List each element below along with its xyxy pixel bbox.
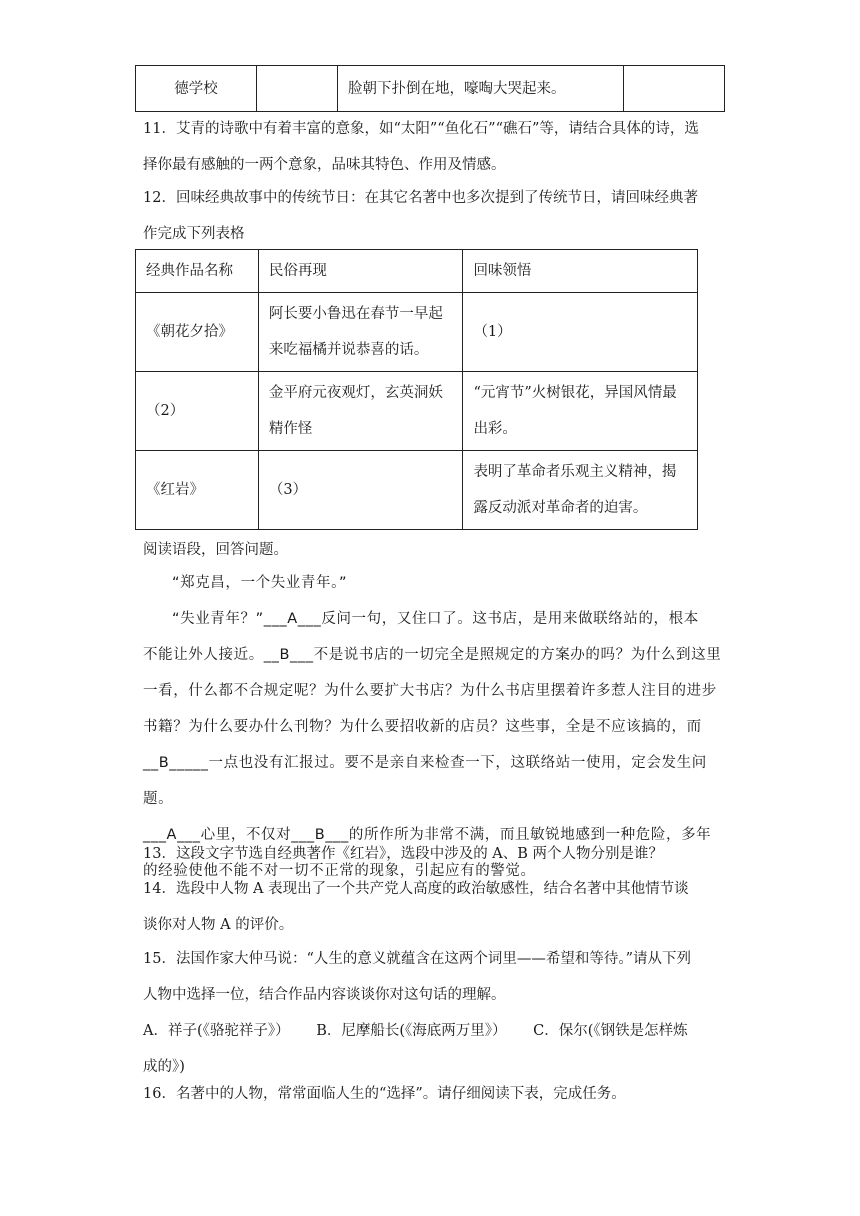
custom-cell: 金平府元夜观灯，玄英洞妖 精作怪 [258,372,463,451]
custom-cell: （3） [258,451,463,530]
table-row [136,66,725,112]
table-cell [624,66,725,112]
table-row [136,451,698,530]
work-cell: 《红岩》 [136,451,259,530]
reading-passage-line: “郑克昌，一个失业青年。” [172,575,348,591]
column-header: 经典作品名称 [136,250,259,293]
question-11: 11．艾青的诗歌中有着丰富的意象，如“太阳”“鱼化石”“礁石”等，请结合具体的诗，选 择你最有感触的一两个意象，品味其特色、作用及情感。 [143,121,699,173]
options-row [143,1013,723,1049]
question-12: 12．回味经典故事中的传统节日：在其它名著中也多次提到了传统节日，请回味经典著 作完成下列表格 [143,190,698,242]
table-cell: 脸朝下扑倒在地，嚎啕大哭起来。 [338,66,624,112]
option-c-continued: 成的》) [143,1059,185,1075]
work-cell: 《朝花夕拾》 [136,293,259,372]
insight-cell: 表明了革命者乐观主义精神，揭 露反动派对革命者的迫害。 [463,451,698,530]
table-cell: 德学校 [136,66,257,112]
insight-cell: “元宵节”火树银花，异国风情最 出彩。 [463,372,698,451]
option-b: B．尼摩船长(《海底两万里》） [316,1023,507,1039]
table-header-row [136,250,698,293]
option-c: C．保尔(《钢铁是怎样炼 [533,1023,688,1039]
question-14: 14．选段中人物 A 表现出了一个共产党人高度的政治敏感性，结合名著中其他情节谈 谈你对人物 A 的评价。 [143,881,689,933]
table-row [136,293,698,372]
festival-table [135,249,698,530]
character-table-tail [135,65,725,112]
question-13: 13．这段文字节选自经典著作《红岩》，选段中涉及的 A、B 两个人物分别是谁？ [143,846,664,862]
reading-passage: “失业青年？”___A___反问一句，又住口了。这书店，是用来做联络站的，根本 不能让外人接近。__B___不是说书店的一切完全是照规定的方案办的吗？为什么到这里 一看，什么都不合规定呢？为什么要扩大书店？为什么书店里摆着许多惹人注目的进步 书籍？为什么要办什么刊物？为什么要招收新的店员？这些事，全是不应该搞的，而 __B_____一点也没有汇报过。要不是亲自来检查一下，这联络站一使用，定会发生问题。 ___A___心里，不仅对___B___的所作所为非常不满，而且敏锐地感到一种危险，多年 的经验使他不能不对一切不正常的现象，引起应有的警觉。 [143,611,722,879]
insight-cell: （1） [463,293,698,372]
reading-intro: 阅读语段，回答问题。 [143,542,288,558]
question-15: 15．法国作家大仲马说：“人生的意义就蕴含在这两个词里——希望和等待。”请从下列 人物中选择一位，结合作品内容谈谈你对这句话的理解。 A．祥子(《骆驼祥子》） B．尼摩船长(《海底两万里》） C．保尔(《钢铁是怎样炼 成的》) [143,941,723,1085]
work-cell: （2） [136,372,259,451]
question-16: 16．名著中的人物，常常面临人生的“选择”。请仔细阅读下表，完成任务。 [143,1086,626,1102]
custom-cell: 阿长要小鲁迅在春节一早起 来吃福橘并说恭喜的话。 [258,293,463,372]
table-cell [257,66,338,112]
table-row [136,372,698,451]
column-header: 回味领悟 [463,250,698,293]
option-a: A．祥子(《骆驼祥子》） [143,1023,290,1039]
column-header: 民俗再现 [258,250,463,293]
